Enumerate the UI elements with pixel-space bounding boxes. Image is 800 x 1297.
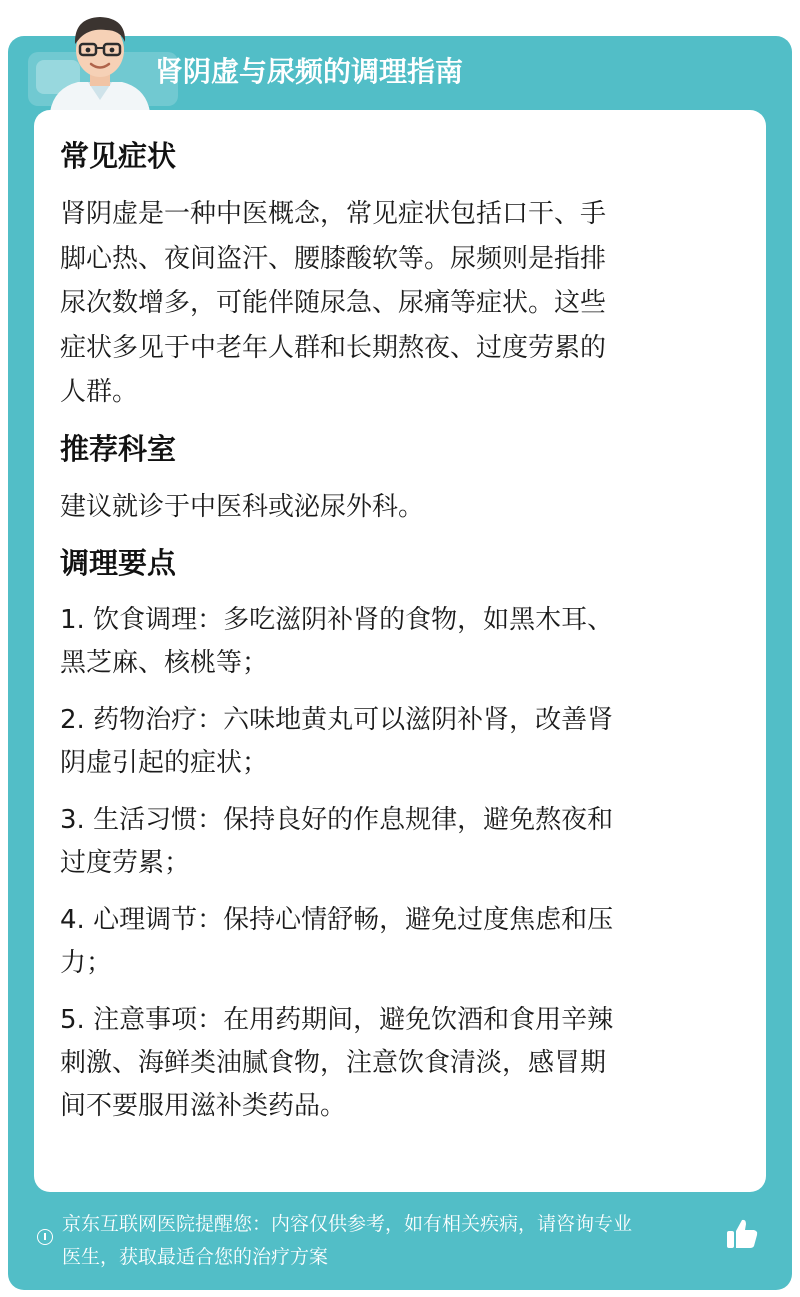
symptoms-line: 尿次数增多，可能伴随尿急、尿痛等症状。这些 [60, 288, 607, 318]
department-text: 建议就诊于中医科或泌尿外科。 [60, 491, 425, 522]
list-item [60, 599, 728, 685]
list-item [60, 999, 728, 1128]
disclaimer-text [62, 1208, 727, 1274]
thumbs-up-icon[interactable] [724, 1216, 760, 1252]
page-title: 肾阴虚与尿频的调理指南 [155, 55, 464, 88]
list-item-line: 过度劳累； [60, 848, 191, 878]
symptoms-text [60, 192, 728, 415]
department-heading: 推荐科室 [60, 431, 177, 466]
list-item-line: 阴虚引起的症状； [60, 748, 269, 778]
symptoms-line: 脚心热、夜间盗汗、腰膝酸软等。尿频则是指排 [60, 243, 607, 274]
symptoms-line: 人群。 [60, 377, 139, 407]
list-item-line: 间不要服用滋补类药品。 [60, 1091, 347, 1121]
doctor-avatar-icon [44, 8, 156, 112]
disclaimer-line: 医生，获取最适合您的治疗方案 [62, 1246, 329, 1268]
list-item-line: 刺激、海鲜类油腻食物，注意饮食清淡，感冒期 [60, 1048, 607, 1078]
list-item [60, 799, 728, 885]
list-item-line: 3. 生活习惯：保持良好的作息规律，避免熬夜和 [60, 805, 614, 835]
list-item-line: 黑芝麻、核桃等； [60, 648, 269, 678]
list-item [60, 899, 728, 985]
list-item-line: 力； [60, 948, 113, 978]
content-card [34, 110, 766, 1192]
info-icon [37, 1229, 53, 1245]
symptoms-heading: 常见症状 [60, 139, 177, 173]
symptoms-line: 肾阴虚是一种中医概念，常见症状包括口干、手 [60, 199, 607, 229]
list-item-line: 5. 注意事项：在用药期间，避免饮酒和食用辛辣 [60, 1005, 614, 1035]
list-item-line: 2. 药物治疗：六味地黄丸可以滋阴补肾，改善肾 [60, 705, 614, 735]
list-item-line: 4. 心理调节：保持心情舒畅，避免过度焦虑和压 [60, 905, 614, 935]
care-heading: 调理要点 [60, 546, 177, 580]
care-list [60, 599, 728, 1128]
list-item-line: 1. 饮食调理：多吃滋阴补肾的食物，如黑木耳、 [60, 605, 614, 635]
disclaimer-line: 京东互联网医院提醒您：内容仅供参考，如有相关疾病，请咨询专业 [62, 1213, 633, 1235]
list-item [60, 699, 728, 785]
symptoms-line: 症状多见于中老年人群和长期熬夜、过度劳累的 [60, 332, 607, 363]
